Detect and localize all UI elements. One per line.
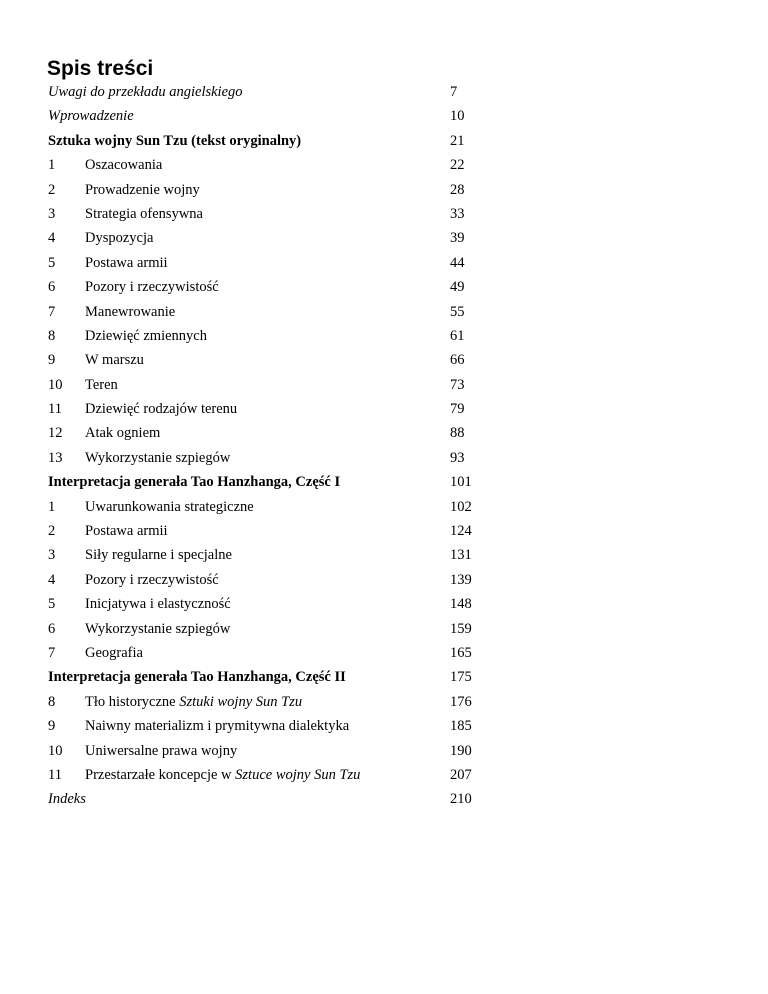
toc-entry-page-number: 148 [450, 596, 472, 613]
toc-entry-title-text: Manewrowanie [85, 303, 176, 320]
toc-entry-number: 4 [48, 230, 56, 247]
toc-entry-number: 11 [48, 766, 62, 783]
toc-entry-page-number: 159 [450, 620, 472, 637]
toc-entry-page-number: 93 [450, 449, 465, 466]
toc-entry-page-number: 185 [450, 718, 472, 735]
toc-entry-title [85, 522, 168, 540]
toc-entry [0, 129, 768, 153]
toc-entry-title-text: Naiwny materializm i prymitywna dialektyka [85, 718, 350, 735]
toc-entry-title [85, 644, 143, 662]
toc-entry-page-number: 22 [450, 157, 465, 174]
toc-entry-title-text: Atak ogniem [85, 425, 161, 442]
toc-entry-title-text: W marszu [85, 352, 144, 369]
toc-entry-title-text: Interpretacja generała Tao Hanzhanga, Część I [48, 474, 341, 491]
toc-entry-number: 7 [48, 303, 56, 320]
toc-entry-number: 3 [48, 547, 56, 564]
toc-entry-title-text: Geografia [85, 644, 143, 661]
toc-entry [0, 495, 768, 519]
toc-entry-title-text: Wprowadzenie [48, 108, 134, 125]
toc-entry-page-number: 66 [450, 352, 465, 369]
toc-entry-title-text: Postawa armii [85, 523, 168, 540]
toc-entry-title [85, 620, 230, 638]
toc-entry [0, 470, 768, 494]
toc-entry-page-number: 131 [450, 547, 472, 564]
toc-entry-title [85, 254, 168, 272]
toc-entry-page-number: 73 [450, 376, 465, 393]
toc-entry [0, 324, 768, 348]
toc-entry-title-text: Dziewięć zmiennych [85, 327, 207, 344]
toc-entry-number: 5 [48, 596, 56, 613]
toc-entry-title-text: Pozory i rzeczywistość [85, 571, 219, 588]
toc-entry-number: 12 [48, 425, 63, 442]
toc-entry-title-italic: Sztuce wojny Sun Tzu [235, 766, 361, 783]
toc-entry [0, 373, 768, 397]
toc-entry [0, 104, 768, 128]
toc-entry [0, 397, 768, 421]
toc-entry [0, 543, 768, 567]
toc-entry [0, 80, 768, 104]
toc-entry-page-number: 21 [450, 132, 465, 149]
toc-entry-page-number: 175 [450, 669, 472, 686]
toc-entry-title [85, 205, 203, 223]
toc-entry [0, 739, 768, 763]
toc-entry-page-number: 139 [450, 571, 472, 588]
toc-entry-number: 4 [48, 571, 56, 588]
toc-entry-title-text: Teren [85, 376, 118, 393]
toc-entry-page-number: 102 [450, 498, 472, 515]
toc-entry-number: 6 [48, 620, 56, 637]
toc-entry [0, 421, 768, 445]
toc-entry-title-text: Indeks [48, 791, 86, 808]
toc-entry-page-number: 190 [450, 742, 472, 759]
toc-entry-title [85, 717, 349, 735]
toc-entry-title [85, 571, 219, 589]
toc-entry-title-text: Pozory i rzeczywistość [85, 279, 219, 296]
toc-entry-page-number: 176 [450, 693, 472, 710]
toc-entry-title-text: Dziewięć rodzajów terenu [85, 401, 238, 418]
toc-entry-number: 10 [48, 742, 63, 759]
toc-entry-title [85, 449, 230, 467]
toc-entry [0, 519, 768, 543]
toc-entry-page-number: 49 [450, 279, 465, 296]
toc-entry-title-text: Wykorzystanie szpiegów [85, 620, 231, 637]
toc-entry [0, 275, 768, 299]
toc-entry-page-number: 61 [450, 327, 465, 344]
toc-entry-title-text: Uniwersalne prawa wojny [85, 742, 238, 759]
toc-entry-title [85, 303, 175, 321]
toc-entry-number: 11 [48, 401, 62, 418]
toc-entry-title-text: Siły regularne i specjalne [85, 547, 232, 564]
toc-entry [0, 714, 768, 738]
toc-entry-title-text: Interpretacja generała Tao Hanzhanga, Część II [48, 669, 346, 686]
toc-entry-number: 7 [48, 644, 56, 661]
toc-entry-number: 2 [48, 181, 56, 198]
toc-entry-page-number: 88 [450, 425, 465, 442]
toc-entry-title [85, 376, 118, 394]
toc-entry [0, 251, 768, 275]
toc-entry [0, 348, 768, 372]
toc-entry-title [85, 595, 231, 613]
toc-entry-page-number: 207 [450, 766, 472, 783]
toc-entry-title [85, 327, 207, 345]
toc-entry-title [85, 400, 237, 418]
toc-entry-page-number: 10 [450, 108, 465, 125]
toc-entry-number: 10 [48, 376, 63, 393]
toc-entry-title-text: Prowadzenie wojny [85, 181, 200, 198]
toc-entry-page-number: 33 [450, 205, 465, 222]
table-of-contents [0, 80, 768, 812]
toc-entry-title [85, 181, 200, 199]
toc-entry [0, 568, 768, 592]
toc-entry-title-text: Oszacowania [85, 157, 163, 174]
toc-entry-title-text: Strategia ofensywna [85, 205, 203, 222]
toc-entry-title [85, 498, 254, 516]
toc-entry [0, 592, 768, 616]
toc-entry-number: 9 [48, 718, 56, 735]
toc-entry [0, 153, 768, 177]
toc-entry-page-number: 101 [450, 474, 472, 491]
toc-entry-number: 9 [48, 352, 56, 369]
toc-entry-title [85, 351, 144, 369]
toc-entry-page-number: 28 [450, 181, 465, 198]
toc-entry-number: 6 [48, 279, 56, 296]
toc-entry-page-number: 165 [450, 644, 472, 661]
toc-entry [0, 787, 768, 811]
toc-entry-title [85, 693, 302, 711]
toc-entry [0, 690, 768, 714]
toc-entry-page-number: 79 [450, 401, 465, 418]
toc-entry-title [48, 790, 86, 808]
toc-entry-title [85, 546, 232, 564]
toc-entry-title-text: Inicjatywa i elastyczność [85, 596, 231, 613]
toc-entry-page-number: 39 [450, 230, 465, 247]
toc-entry-title-text: Uwarunkowania strategiczne [85, 498, 254, 515]
toc-entry-title-text: Dyspozycja [85, 230, 154, 247]
toc-entry-title [85, 278, 219, 296]
toc-entry [0, 641, 768, 665]
toc-entry-title [85, 742, 237, 760]
toc-entry-title [48, 83, 243, 101]
toc-entry-title-text: Sztuka wojny Sun Tzu (tekst oryginalny) [48, 132, 302, 149]
toc-entry-number: 3 [48, 205, 56, 222]
toc-entry-number: 1 [48, 157, 56, 174]
toc-entry-number: 5 [48, 254, 56, 271]
toc-entry-page-number: 44 [450, 254, 465, 271]
toc-entry-page-number: 55 [450, 303, 465, 320]
toc-entry-title [85, 424, 160, 442]
toc-entry-title-text: Postawa armii [85, 254, 168, 271]
toc-entry [0, 617, 768, 641]
toc-entry [0, 446, 768, 470]
toc-entry-title [48, 132, 301, 150]
toc-entry-title [48, 668, 346, 686]
toc-entry-number: 13 [48, 449, 63, 466]
toc-entry-title [85, 229, 153, 247]
toc-entry [0, 300, 768, 324]
toc-entry [0, 202, 768, 226]
toc-entry-title [48, 473, 340, 491]
toc-entry-title-text: Uwagi do przekładu angielskiego [48, 84, 243, 100]
toc-entry [0, 226, 768, 250]
toc-entry-title [85, 766, 360, 784]
toc-entry-number: 8 [48, 693, 56, 710]
toc-entry-page-number: 124 [450, 523, 472, 540]
toc-entry-title-text: Wykorzystanie szpiegów [85, 449, 231, 466]
toc-entry-number: 2 [48, 523, 56, 540]
page-title: Spis treści [47, 57, 154, 80]
toc-entry-title-text: Tło historyczne [85, 693, 176, 710]
toc-entry-page-number: 210 [450, 791, 472, 808]
toc-entry-title-text: Przestarzałe koncepcje w [85, 766, 232, 783]
toc-entry [0, 763, 768, 787]
toc-entry-number: 8 [48, 327, 56, 344]
toc-entry-title [85, 156, 162, 174]
toc-entry-title-italic: Sztuki wojny Sun Tzu [179, 693, 303, 710]
toc-entry-number: 1 [48, 498, 56, 515]
toc-entry [0, 178, 768, 202]
toc-entry-page-number: 7 [450, 84, 458, 100]
toc-entry [0, 665, 768, 689]
toc-entry-title [48, 107, 134, 125]
